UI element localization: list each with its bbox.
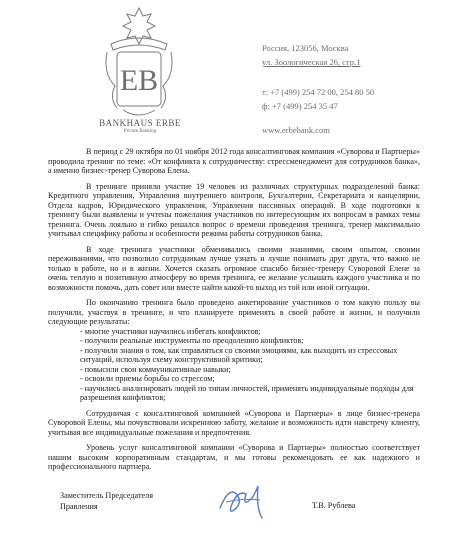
website-link[interactable]: www.erbebank.com — [262, 125, 330, 135]
handwritten-signature — [212, 478, 272, 523]
list-item: - многие участники научились избегать конфликтов; — [80, 326, 261, 336]
list-item: - получили знания о том, как справляться со своими эмоциями, как выходить из стрессовых ситуаций, используя схему конструктивной критики; — [80, 345, 398, 364]
paragraph-participants: В тренинге приняли участие 19 человек из различных структурных подразделений банка: Кредитного управления, Управления внутреннего контроля, Бухгалтерии, Секретариата и канцелярии, Отдела кадров, Юридического управления, Управления пассивных операций. В ходе подготовки к тренингу были выявлены и учтены пожелания участников по интересующим их вопросам в рамках темы тренинга. Очень лояльно и гибко решался вопрос о времени проведения тренинга, тренер максимально учитывал специфику работы и особенности режима работы сотрудников банка. — [48, 181, 420, 238]
logo-monogram: EB — [119, 64, 159, 97]
results-list — [48, 327, 420, 403]
list-item: - повысили свои коммуникативные навыки; — [80, 364, 231, 374]
paragraph-survey: По окончанию тренинга было проведено анкетирование участников о том какую пользу вы получили, участвуя в тренинге, и что планируете применять в своей работе и жизни, и получили следующие результаты: — [48, 298, 420, 326]
letter-body — [48, 147, 420, 472]
paragraph-experience: В ходе тренинга участники обменивались своими знаниями, своим опытом, своими переживаниями, что позволило сотрудникам лучше узнать и лучше понимать друг друга, что важно не только в работе, но и в жизни. Хочется сказать огромное спасибо бизнес-тренеру Суворовой Елене за очень теплую и позитивную атмосферу во время тренинга, ее желание услышать каждого участника и по возможности помочь, дать совет или вместе найти какой-то выход из той или иной ситуации. — [48, 244, 420, 292]
list-item: - научились анализировать людей по типам личностей, применять индивидуальные подходы для разрешения конфликтов; — [80, 383, 414, 402]
bank-subtitle: Private Banking — [123, 129, 157, 134]
fax-line: ф: +7 (499) 254 35 47 — [262, 101, 338, 111]
list-item: - получили реальные инструменты по преодолению конфликтов; — [80, 336, 304, 345]
address-line-2: ул. Зоологическая 26, стр.1 — [262, 57, 361, 67]
phone-line: т: +7 (499) 254 72 00, 254 80 50 — [262, 87, 375, 97]
position-line-1: Заместитель Председателя — [60, 491, 154, 500]
bank-name: BANKHAUS ERBE — [99, 118, 181, 128]
paragraph-intro: В период с 29 октября по 01 ноября 2012 года консалтинговая компания «Суворова и Партнеры» проводила тренинг по теме: «От конфликта к сотрудничеству: стрессменеджмент для сотрудников банка», а именно бизнес-тренер Суворова Елена. — [48, 147, 420, 175]
signatory-position — [60, 490, 153, 512]
paragraph-cooperation: Сотрудничая с консалтинговой компанией «Суворова и Партнеры» в лице бизнес-тренера Суворовой Елены, мы почувствовали искреннюю заботу, желание и возможность идти навстречу клиенту, учитывая все индивидуальные пожелания и предпочтения. — [48, 408, 420, 437]
position-line-2: Правления — [60, 502, 98, 511]
address-line-1: Россия, 123056, Москва — [262, 43, 349, 53]
list-item: - освоили приемы борьбы со стрессом; — [80, 374, 215, 383]
bank-crest-logo — [93, 4, 185, 132]
paragraph-recommendation: Уровень услуг консалтинговой компании «Суворова и Партнеры» полностью соответствует нашим высоким корпоративным стандартам, и мы готовы рекомендовать ее как надежного и профессионального партнера. — [48, 443, 420, 471]
signatory-name: Т.В. Рублева — [312, 501, 356, 510]
